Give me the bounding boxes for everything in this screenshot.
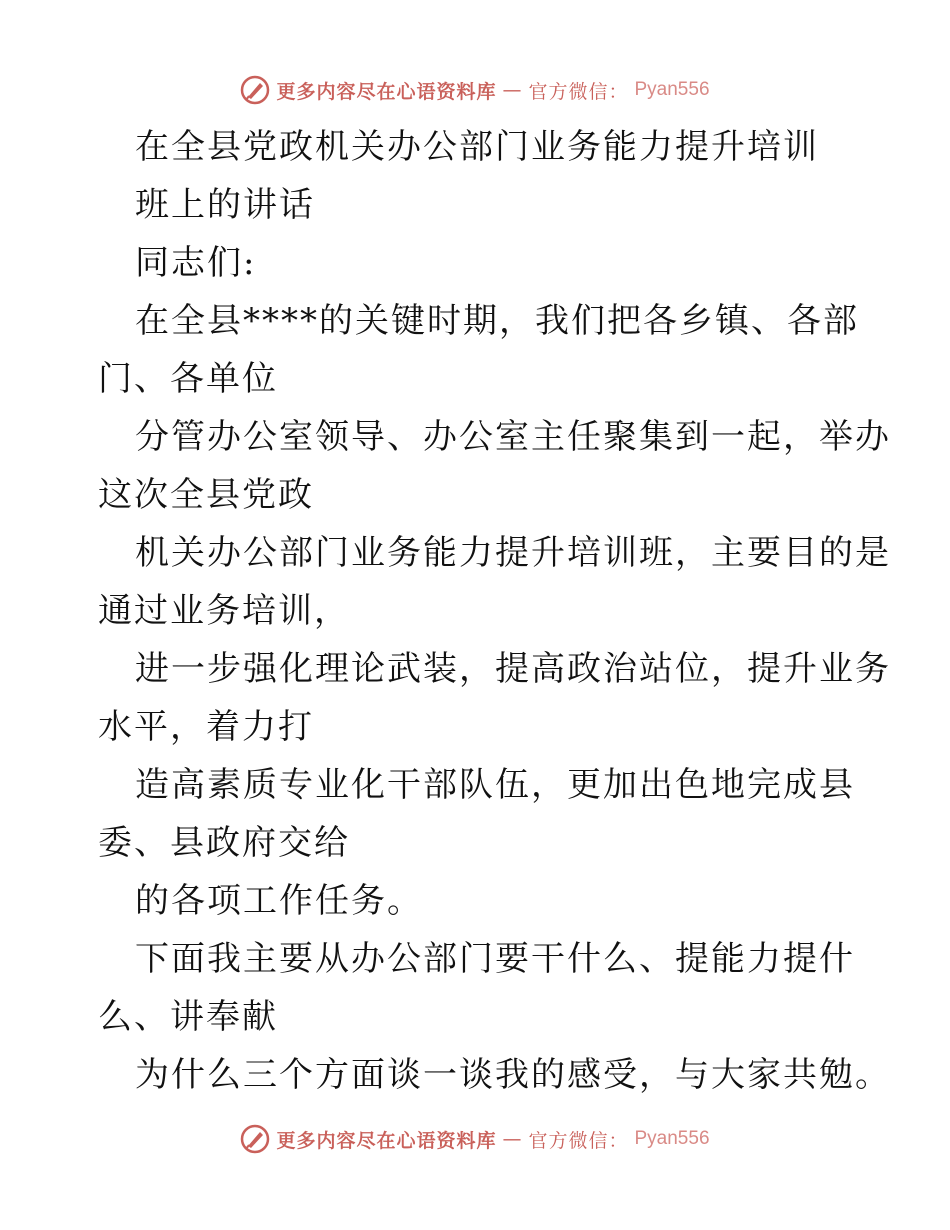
watermark-sub-text: 官方微信： bbox=[528, 1129, 629, 1152]
document-line: 下面我主要从办公部门要干什么、提能力提什 bbox=[135, 939, 855, 979]
document-line: 在全县党政机关办公部门业务能力提升培训 bbox=[135, 127, 819, 167]
document-line: 分管办公室领导、办公室主任聚集到一起，举办 bbox=[135, 417, 891, 457]
document-line: 的各项工作任务。 bbox=[135, 881, 423, 921]
watermark-wechat-id: Pyan556 bbox=[634, 79, 710, 100]
document-line: 通过业务培训， bbox=[98, 591, 350, 631]
watermark-header bbox=[0, 70, 950, 110]
document-line: 造高素质专业化干部队伍，更加出色地完成县 bbox=[135, 765, 855, 805]
document-line: 机关办公部门业务能力提升培训班，主要目的是 bbox=[135, 533, 891, 573]
document-body bbox=[98, 118, 891, 1104]
watermark-main-text: 更多内容尽在心语资料库 bbox=[276, 80, 497, 103]
document-line: 这次全县党政 bbox=[98, 475, 314, 515]
document-line: 水平，着力打 bbox=[98, 707, 314, 747]
document-line: 班上的讲话 bbox=[135, 185, 315, 225]
document-line: 么、讲奉献 bbox=[98, 997, 278, 1037]
watermark-main-text: 更多内容尽在心语资料库 bbox=[276, 1129, 497, 1152]
watermark-wechat-id: Pyan556 bbox=[634, 1128, 710, 1149]
document-line: 同志们: bbox=[135, 243, 257, 283]
watermark-sub-text: 官方微信： bbox=[528, 80, 629, 103]
document-line: 委、县政府交给 bbox=[98, 823, 350, 863]
document-line: 在全县****的关键时期，我们把各乡镇、各部 bbox=[135, 301, 859, 341]
watermark-separator: — bbox=[502, 1128, 523, 1150]
document-line: 门、各单位 bbox=[98, 359, 278, 399]
document-line: 进一步强化理论武装，提高政治站位，提升业务 bbox=[135, 649, 891, 689]
quill-logo-icon bbox=[240, 1124, 270, 1154]
document-line: 为什么三个方面谈一谈我的感受，与大家共勉。 bbox=[135, 1055, 891, 1095]
watermark-separator: — bbox=[502, 79, 523, 101]
watermark-footer bbox=[0, 1119, 950, 1159]
quill-logo-icon bbox=[240, 75, 270, 105]
